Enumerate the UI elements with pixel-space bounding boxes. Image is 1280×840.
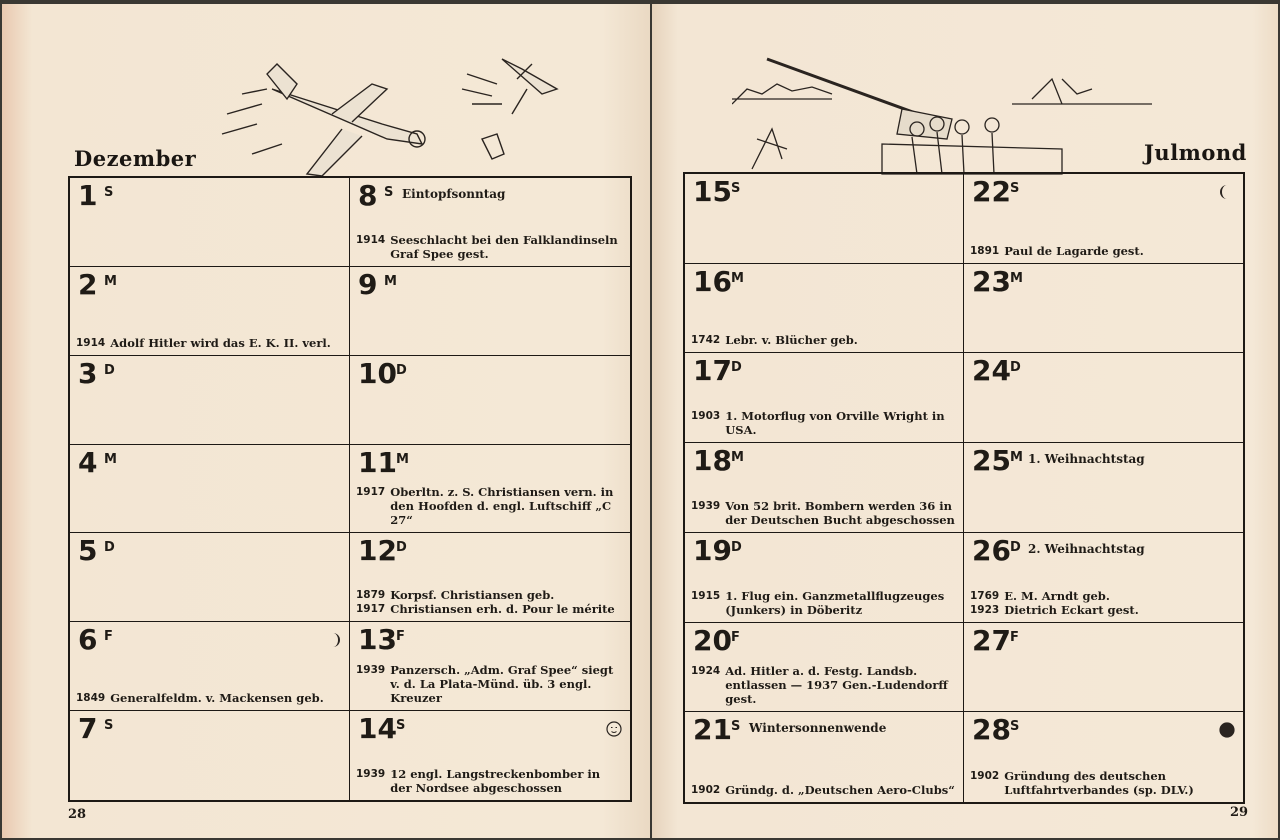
- day-cell: [70, 445, 350, 534]
- event-year: 1917: [356, 603, 386, 616]
- feast-label: Eintopfsonntag: [402, 187, 506, 201]
- day-cell: [964, 174, 1243, 264]
- events-list: [691, 409, 957, 437]
- moon-waxing-crescent-icon: [325, 632, 341, 648]
- weekday-letter: S: [396, 718, 406, 734]
- day-cell: [685, 712, 964, 802]
- day-number: 27: [972, 623, 1011, 657]
- weekday-letter: F: [396, 629, 405, 645]
- event-text: Korpsf. Christiansen geb.: [390, 588, 555, 603]
- weekday-letter: S: [731, 719, 741, 735]
- events-list: [970, 769, 1237, 797]
- aircraft-illustration: [212, 44, 582, 184]
- day-number: 2: [78, 267, 98, 301]
- day-cell: [350, 711, 630, 800]
- day-number: 10: [358, 356, 397, 390]
- left-page: [2, 4, 650, 838]
- weekday-letter: D: [1010, 360, 1021, 376]
- calendar-grid-left: [68, 176, 632, 802]
- event-text: Oberltn. z. S. Christiansen vern. in den Hoofden d. engl. Luftschiff „C 27“: [390, 485, 614, 528]
- event-year: 1891: [970, 244, 1000, 257]
- event-year: 1915: [691, 589, 721, 602]
- event-text: Ad. Hitler a. d. Festg. Landsb. entlassen — 1937 Gen.-Ludendorff gest.: [725, 664, 948, 707]
- events-list: [691, 783, 957, 797]
- calendar-grid-right: [683, 172, 1245, 804]
- event-year: 1939: [356, 767, 386, 780]
- weekday-letter: D: [104, 540, 115, 556]
- weekday-letter: M: [396, 451, 409, 467]
- weekday-letter: D: [731, 360, 742, 376]
- event-text: E. M. Arndt geb.: [1004, 588, 1110, 603]
- day-number: 26: [972, 533, 1011, 567]
- weekday-letter: F: [1010, 629, 1019, 645]
- weekday-letter: S: [731, 181, 741, 196]
- event-entry: [76, 691, 343, 705]
- day-cell: [70, 711, 350, 800]
- event-text: Panzersch. „Adm. Graf Spee“ siegt v. d. La Plata-Münd. üb. 3 engl. Kreuzer: [390, 663, 614, 706]
- day-cell: [70, 178, 350, 267]
- day-cell: [350, 445, 630, 534]
- feast-label: Wintersonnenwende: [749, 721, 887, 736]
- event-text: Christiansen erh. d. Pour le mérite: [390, 602, 615, 617]
- event-text: Paul de Lagarde gest.: [1004, 243, 1144, 258]
- event-entry: [691, 409, 957, 437]
- event-entry: [970, 589, 1237, 603]
- day-number: 14: [358, 712, 397, 746]
- event-year: 1849: [76, 692, 106, 705]
- day-cell: [964, 533, 1243, 623]
- day-cell: [964, 353, 1243, 443]
- day-cell: [350, 267, 630, 356]
- day-cell: [350, 533, 630, 622]
- day-cell: [964, 443, 1243, 533]
- event-year: 1917: [356, 486, 386, 499]
- day-number: 6: [78, 623, 98, 657]
- event-entry: [691, 499, 957, 527]
- day-cell: [685, 623, 964, 713]
- events-list: [76, 691, 343, 705]
- weekday-letter: M: [104, 451, 117, 467]
- weekday-letter: M: [104, 273, 117, 289]
- weekday-letter: D: [104, 362, 115, 378]
- day-number: 8: [358, 179, 378, 212]
- event-entry: [691, 783, 957, 797]
- day-number: 11: [358, 445, 397, 479]
- day-cell: [685, 264, 964, 354]
- event-entry: [356, 767, 624, 795]
- event-entry: [970, 244, 1237, 258]
- day-cell: [685, 533, 964, 623]
- feast-label: 1. Weihnachtstag: [1028, 452, 1145, 467]
- weekday-letter: M: [731, 270, 744, 286]
- day-number: 17: [693, 354, 732, 388]
- day-cell: [964, 712, 1243, 802]
- day-cell: [70, 267, 350, 356]
- moon-full-icon: [606, 721, 622, 737]
- events-list: [356, 663, 624, 705]
- day-number: 24: [972, 354, 1011, 388]
- events-list: [356, 233, 624, 261]
- day-number: 4: [78, 445, 98, 479]
- weekday-letter: F: [104, 629, 113, 645]
- day-number: 7: [78, 712, 98, 746]
- weekday-letter: M: [1010, 450, 1023, 466]
- day-cell: [350, 178, 630, 267]
- day-number: 22: [972, 175, 1011, 208]
- event-year: 1742: [691, 334, 721, 347]
- day-cell: [964, 264, 1243, 354]
- event-text: Dietrich Eckart gest.: [1004, 602, 1139, 617]
- events-list: [970, 244, 1237, 258]
- month-title: Julmond: [1144, 140, 1247, 165]
- events-list: [970, 589, 1237, 617]
- event-text: Von 52 brit. Bombern werden 36 in der Deutschen Bucht abgeschossen: [725, 498, 955, 527]
- day-cell: [350, 622, 630, 711]
- day-number: 16: [693, 264, 732, 298]
- day-cell: [685, 174, 964, 264]
- event-text: Adolf Hitler wird das E. K. II. verl.: [110, 335, 331, 350]
- event-year: 1902: [691, 784, 721, 796]
- events-list: [356, 767, 624, 795]
- day-number: 1: [78, 179, 98, 212]
- weekday-letter: S: [104, 718, 114, 734]
- weekday-letter: M: [384, 273, 397, 289]
- weekday-letter: S: [1010, 719, 1020, 735]
- day-number: 13: [358, 623, 397, 657]
- event-year: 1903: [691, 410, 721, 423]
- day-cell: [685, 353, 964, 443]
- day-number: 5: [78, 534, 98, 568]
- month-title: Dezember: [74, 146, 197, 171]
- event-year: 1914: [76, 336, 106, 349]
- day-number: 25: [972, 444, 1011, 478]
- day-number: 15: [693, 175, 732, 208]
- weekday-letter: D: [1010, 539, 1021, 555]
- event-text: 1. Flug ein. Ganzmetallflugzeuges (Junkers) in Döberitz: [725, 588, 945, 617]
- event-text: Gründg. d. „Deutschen Aero-Clubs“: [725, 783, 955, 797]
- day-number: 9: [358, 267, 378, 301]
- weekday-letter: D: [396, 540, 407, 556]
- weekday-letter: D: [396, 362, 407, 378]
- event-text: Seeschlacht bei den Falklandinseln Graf Spee gest.: [390, 232, 618, 261]
- feast-label: 2. Weihnachtstag: [1028, 541, 1145, 556]
- event-year: 1939: [691, 499, 721, 512]
- event-text: Generalfeldm. v. Mackensen geb.: [110, 691, 324, 706]
- events-list: [356, 485, 624, 527]
- day-cell: [685, 443, 964, 533]
- day-number: 28: [972, 713, 1011, 747]
- events-list: [691, 333, 957, 347]
- day-cell: [964, 623, 1243, 713]
- day-number: 20: [693, 623, 732, 657]
- day-number: 18: [693, 444, 732, 478]
- weekday-letter: M: [1010, 270, 1023, 286]
- event-text: Lebr. v. Blücher geb.: [725, 333, 858, 348]
- day-cell: [70, 356, 350, 445]
- day-number: 3: [78, 356, 98, 390]
- day-number: 21: [693, 713, 732, 747]
- day-cell: [350, 356, 630, 445]
- weekday-letter: S: [384, 185, 394, 200]
- event-text: 1. Motorflug von Orville Wright in USA.: [725, 409, 945, 438]
- event-entry: [691, 664, 957, 706]
- day-number: 19: [693, 533, 732, 567]
- page-number: 29: [1230, 805, 1249, 820]
- page-number: 28: [68, 807, 87, 822]
- day-cell: [70, 533, 350, 622]
- weekday-letter: S: [104, 185, 114, 200]
- event-entry: [76, 336, 343, 350]
- right-page: [652, 4, 1278, 838]
- events-list: [691, 589, 957, 617]
- event-year: 1924: [691, 665, 721, 678]
- weekday-letter: S: [1010, 181, 1020, 196]
- event-entry: [970, 603, 1237, 617]
- event-year: 1769: [970, 589, 1000, 602]
- weekday-letter: D: [731, 539, 742, 555]
- moon-new-icon: [1219, 722, 1235, 738]
- moon-waning-crescent-icon: [1219, 184, 1235, 200]
- event-year: 1902: [970, 770, 1000, 782]
- event-entry: [356, 485, 624, 527]
- event-entry: [691, 589, 957, 617]
- anti-aircraft-gun-illustration: [732, 49, 1152, 179]
- day-number: 23: [972, 264, 1011, 298]
- events-list: [356, 588, 624, 616]
- event-year: 1939: [356, 664, 386, 677]
- events-list: [691, 499, 957, 527]
- event-entry: [970, 769, 1237, 797]
- day-cell: [70, 622, 350, 711]
- event-year: 1923: [970, 603, 1000, 616]
- event-text: 12 engl. Langstreckenbomber in der Nordsee abgeschossen: [390, 766, 601, 795]
- event-entry: [691, 333, 957, 347]
- event-text: Gründung des deutschen Luftfahrtverbandes (sp. DLV.): [1004, 769, 1194, 797]
- weekday-letter: F: [731, 629, 740, 645]
- event-year: 1914: [356, 233, 386, 246]
- weekday-letter: M: [731, 450, 744, 466]
- events-list: [691, 664, 957, 706]
- event-entry: [356, 663, 624, 705]
- event-year: 1879: [356, 589, 386, 602]
- event-entry: [356, 588, 624, 602]
- event-entry: [356, 233, 624, 261]
- event-entry: [356, 602, 624, 616]
- day-number: 12: [358, 534, 397, 568]
- events-list: [76, 336, 343, 350]
